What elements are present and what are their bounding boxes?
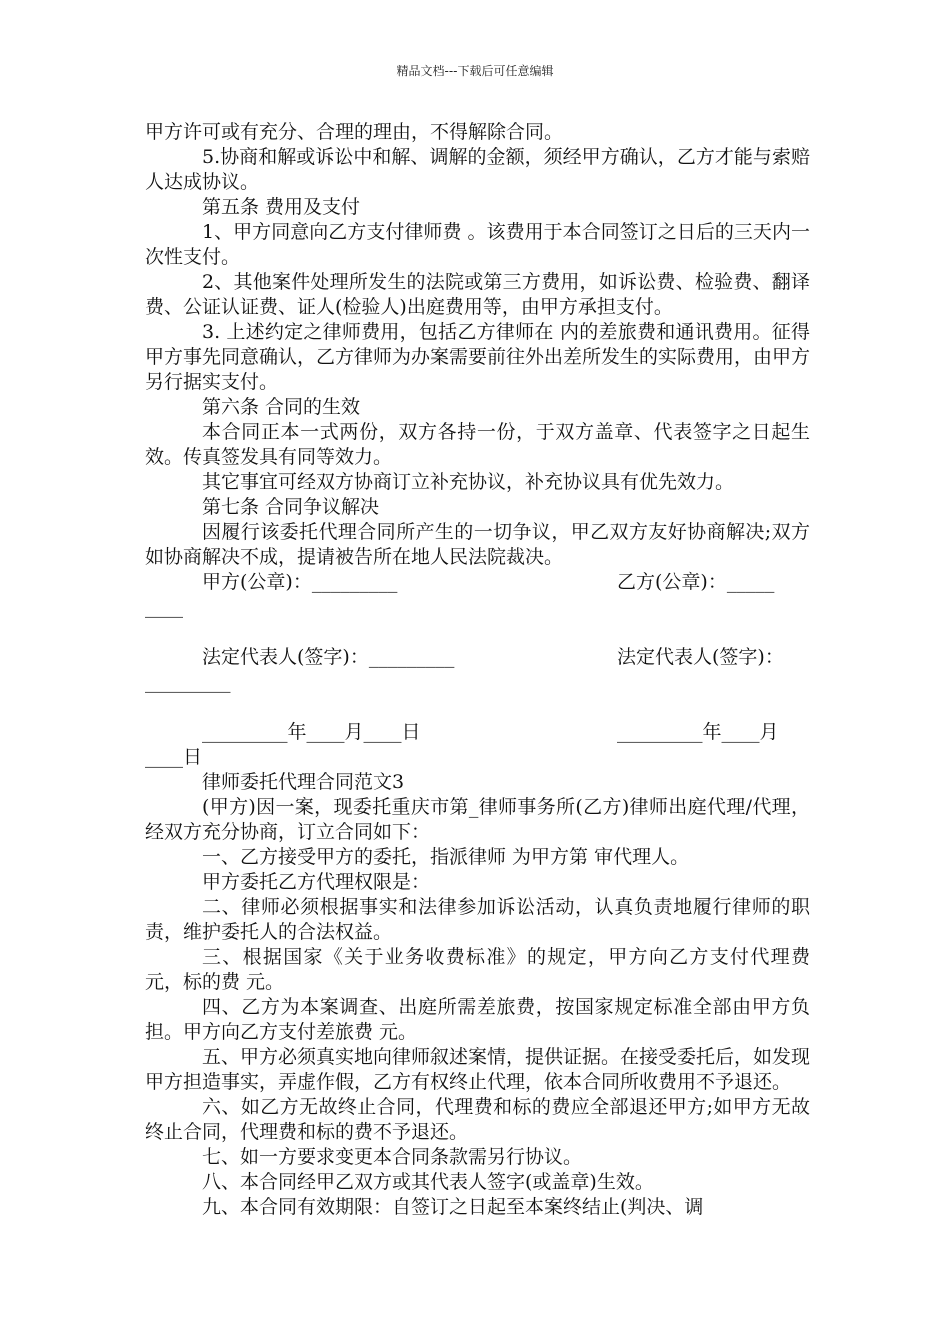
paragraph: 九、本合同有效期限：自签订之日起至本案终结止(判决、调 [202,1196,704,1218]
paragraph: 甲方许可或有充分、合理的理由，不得解除合同。 [145,121,564,143]
signature-continuation: ____ [145,596,183,618]
paragraph: 四、乙方为本案调查、出庭所需差旅费，按国家规定标准全部由甲方负担。甲方向乙方支付差旅费 元。 [145,996,810,1043]
paragraph: 七、如一方要求变更本合同条款需另行协议。 [202,1146,583,1168]
signature-continuation: ____日 [145,746,203,768]
spacer [145,695,810,720]
section-heading: 第七条 合同争议解决 [202,496,380,518]
paragraph: 二、律师必须根据事实和法律参加诉讼活动，认真负责地履行律师的职责，维护委托人的合法权益。 [145,896,810,943]
paragraph: 其它事宜可经双方协商订立补充协议，补充协议具有优先效力。 [202,471,735,493]
section-heading: 第五条 费用及支付 [202,196,361,218]
paragraph: 甲方委托乙方代理权限是： [202,871,431,893]
document-title: 律师委托代理合同范文3 [202,771,405,793]
paragraph: 1、甲方同意向乙方支付律师费 。该费用于本合同签订之日后的三天内一次性支付。 [145,221,810,268]
party-b-representative: 法定代表人(签字)： [617,646,784,668]
party-a-seal: 甲方(公章)：_________ [202,571,398,593]
signature-continuation: _________ [145,671,231,693]
party-b-seal: 乙方(公章)：_____ [617,571,775,593]
paragraph: 本合同正本一式两份，双方各持一份，于双方盖章、代表签字之日起生效。传真签发具有同等效力。 [145,421,810,468]
paragraph: 5.协商和解或诉讼中和解、调解的金额，须经甲方确认，乙方才能与索赔人达成协议。 [145,146,810,193]
paragraph: 八、本合同经甲乙双方或其代表人签字(或盖章)生效。 [202,1171,654,1193]
page-header: 精品文档---下载后可任意编辑 [396,64,554,78]
paragraph: 因履行该委托代理合同所产生的一切争议，甲乙双方友好协商解决;双方如协商解决不成，提请被告所在地人民法院裁决。 [145,521,810,568]
spacer [145,620,810,645]
section-heading: 第六条 合同的生效 [202,396,361,418]
paragraph: 三、根据国家《关于业务收费标准》的规定，甲方向乙方支付代理费 元，标的费 元。 [145,946,810,993]
signature-row-seal [145,570,810,595]
paragraph: 五、甲方必须真实地向律师叙述案情，提供证据。在接受委托后，如发现甲方担造事实，弄虚作假，乙方有权终止代理，依本合同所收费用不予退还。 [145,1046,811,1093]
signature-row-date [145,720,810,745]
party-a-date: _________年____月____日 [202,721,421,743]
party-b-date: _________年____月 [617,721,779,743]
paragraph: 六、如乙方无故终止合同，代理费和标的费应全部退还甲方;如甲方无故终止合同，代理费和标的费不予退还。 [145,1096,810,1143]
document-body [145,120,810,1220]
paragraph: 一、乙方接受甲方的委托，指派律师 为甲方第 审代理人。 [202,846,690,868]
party-a-representative: 法定代表人(签字)：_________ [202,646,455,668]
paragraph: (甲方)因一案，现委托重庆市第_律师事务所(乙方)律师出庭代理/代理，经双方充分协商，订立合同如下： [145,796,810,843]
paragraph: 3. 上述约定之律师费用，包括乙方律师在 内的差旅费和通讯费用。征得甲方事先同意确认，乙方律师为办案需要前往外出差所发生的实际费用，由甲方另行据实支付。 [145,321,811,393]
signature-row-representative [145,645,810,670]
paragraph: 2、其他案件处理所发生的法院或第三方费用，如诉讼费、检验费、翻译费、公证认证费、证人(检验人)出庭费用等，由甲方承担支付。 [145,271,810,318]
